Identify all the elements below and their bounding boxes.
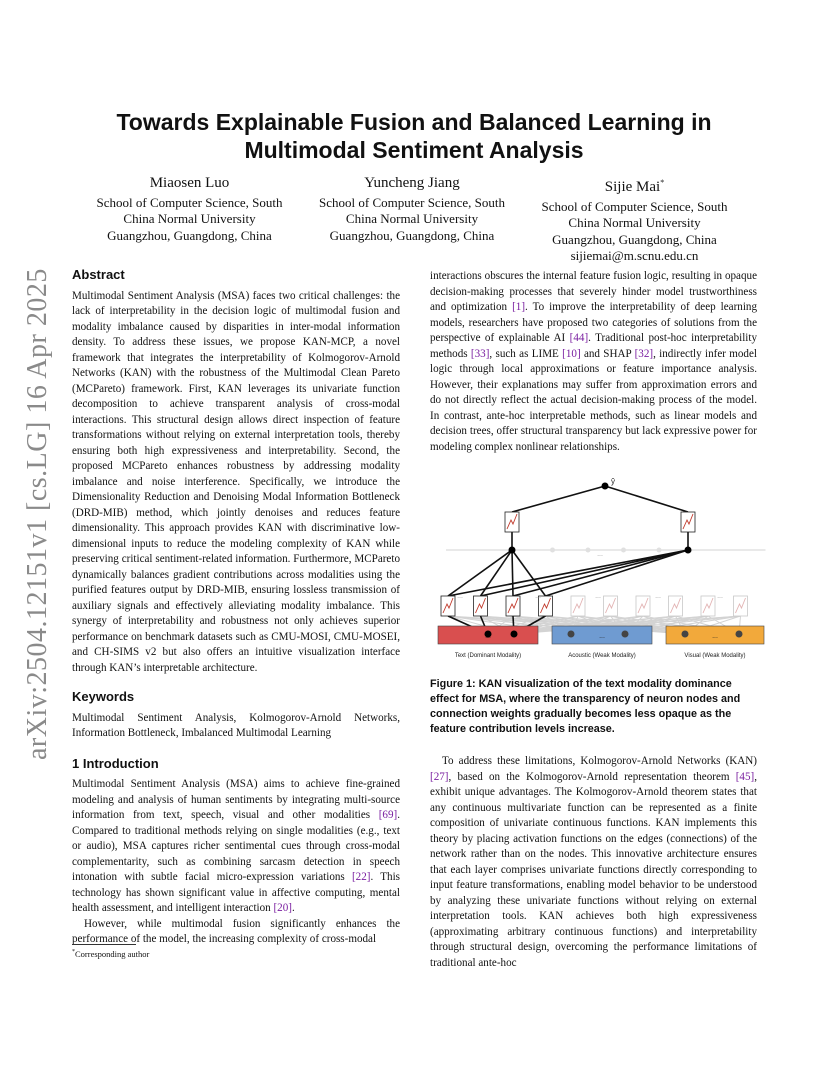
figure-1-kan-diagram (430, 478, 768, 664)
author-name: Yuncheng Jiang (364, 175, 460, 191)
ellipsis-label: ... (599, 633, 605, 640)
right-column-bottom (430, 754, 757, 971)
input-node (682, 631, 689, 638)
ellipsis-label: ... (655, 593, 661, 600)
affiliation-line: Guangzhou, Guangdong, China (107, 227, 272, 243)
modality-label: Visual (Weak Modality) (684, 653, 746, 659)
citation-link[interactable]: [10] (562, 347, 581, 360)
modality-label: Text (Dominant Modality) (454, 653, 522, 659)
ellipsis-label: ... (485, 633, 491, 640)
keywords-heading: Keywords (72, 689, 135, 704)
input-node (568, 631, 575, 638)
hidden-node (657, 548, 662, 553)
output-label: ŷ (611, 478, 615, 486)
author-2 (305, 175, 520, 265)
affiliation-line: China Normal University (345, 211, 479, 226)
dominant-edge (481, 550, 513, 596)
citation-link[interactable]: [22] (351, 871, 371, 883)
citation-link[interactable]: [32] (634, 347, 654, 360)
abstract-heading: Abstract (72, 267, 125, 282)
introduction-heading: 1 Introduction (72, 755, 159, 771)
author-email[interactable]: sijiemai@m.scnu.edu.cn (570, 248, 699, 263)
citation-link[interactable]: [27] (430, 770, 449, 783)
ellipsis-label: ... (712, 633, 718, 640)
hidden-node (586, 548, 591, 553)
affiliation-line: Guangzhou, Guangdong, China (552, 231, 717, 247)
right-column-top (430, 269, 757, 455)
dominant-edge (512, 486, 605, 512)
keywords-text: Multimodal Sentiment Analysis, Kolmogorov-Arnold Networks, Information Bottleneck, Imbalanced Multimodal Learning (72, 711, 400, 739)
affiliation-line: Guangzhou, Guangdong, China (329, 227, 495, 243)
intro-paragraph-1: Multimodal Sentiment Analysis (MSA) aims to achieve fine-grained modeling and analysis of human sentiments by integrating multi-source information from text, speech, visual and other modalities [69]. Compared to traditional methods relying on single modalities (e.g., text or audio), MSA captures richer sentimental cues through cross-modal complementarity, such as combining sarcasm detection in speech intonation with subtle facial micro-expression variations [22]. This technology has shown significant value in affective computing, mental health assessment, and intelligent interaction [20]. (72, 778, 400, 914)
ellipsis-label: ... (535, 593, 541, 600)
kan-paragraph: To address these limitations, Kolmogorov-Arnold Networks (KAN) [27], based on the Kolmogorov-Arnold representation theorem [45], exhibit unique advantages. The Kolmogorov-Arnold theorem states that any continuous multivariate function can be represented as a finite composition of univariate continuous functions. KAN implements this theory by placing activation functions on the edges (connections) of the network rather than on the nodes. This innovative architecture ensures that each layer comprises univariate functions directly corresponding to input feature transformations, enabling model behavior to be understood by analyzing these univariate functions without relying on external interpretation tools. KAN achieves both high expressiveness (approximating arbitrary continuous functions) and interpretability through structural design, overcoming the performance limitations of traditional ante-hoc (430, 755, 757, 969)
paragraph-continued: interactions obscures the internal feature fusion logic, resulting in opaque decision-making processes that severely hinder model trustworthiness and optimization [1]. To improve the interpretability of deep learning models, researchers have proposed two categories of solutions from the perspective of explainable AI [44]. Traditional post-hoc interpretability methods [33], such as LIME [10] and SHAP [32], indirectly infer model logic through local approximations or feature importance analysis. However, their explanations may suffer from approximation errors and do not directly reflect the actual decision-making process of the model. In contrast, ante-hoc interpretable methods, such as linear models and decision trees, offer structural transparency but lack expressive power for modeling complex nonlinear relationships. (430, 270, 758, 453)
footnote-divider (72, 944, 136, 945)
arxiv-identifier: arXiv:2504.12151v1 [cs.LG] 16 Apr 2025 (22, 268, 53, 760)
author-name: Miaosen Luo (149, 175, 230, 191)
paper-title: Towards Explainable Fusion and Balanced Learning in Multimodal Sentiment Analysis (116, 109, 712, 163)
affiliation-line: School of Computer Science, South (96, 194, 283, 210)
citation-link[interactable]: [1] (512, 301, 526, 313)
ellipsis-label: ... (597, 551, 603, 558)
ellipsis-label: ... (717, 593, 723, 600)
hidden-node (621, 548, 626, 553)
citation-link[interactable]: [45] (735, 770, 755, 783)
hidden-node (550, 548, 555, 553)
author-block (82, 175, 742, 265)
citation-link[interactable]: [20] (273, 902, 292, 914)
affiliation-line: School of Computer Science, South (541, 198, 728, 214)
footnote: *Corresponding author (72, 949, 150, 959)
output-node (602, 483, 609, 490)
dominant-edge (512, 550, 513, 596)
left-column (72, 267, 400, 948)
hidden-node (685, 547, 692, 554)
affiliation-line: China Normal University (123, 211, 256, 226)
ellipsis-label: ... (457, 593, 463, 600)
dominant-edge (512, 550, 546, 596)
citation-link[interactable]: [44] (569, 332, 589, 344)
citation-link[interactable]: [69] (378, 809, 398, 821)
abstract-text: Multimodal Sentiment Analysis (MSA) faces two critical challenges: the lack of interpretability in the decision logic of multimodal fusion and modality imbalance caused by disparities in inter-modal information density. To address these issues, we propose KAN-MCP, a novel framework that integrates the interpretability of Kolmogorov-Arnold Networks (KAN) with the robustness of the Multimodal Clean Pareto (MCPareto) framework. First, KAN leverages its univariate function decomposition to achieve transparent analysis of cross-modal interactions. This structural design allows direct inspection of feature transformations without relying on external interpretation tools, thereby ensuring both high expressiveness and interpretability. Second, the proposed MCPareto enhances robustness by addressing modality imbalance and noise interference. Specifically, we introduce the Dimensionality Reduction and Denoising Modal Information Bottleneck (DRD-MIB) method, which jointly denoises and reduces feature dimensionality. This approach provides KAN with discriminative low-dimensional inputs to reduce the modeling complexity of KAN while preserving critical sentiment-related information. Furthermore, MCPareto dynamically balances gradient contributions across modalities using the purified features output by DRD-MIB, ensuring lossless transmission of auxiliary signals and effectively alleviating modality imbalance. This synergy of interpretability and robustness not only achieves superior performance on benchmark datasets such as CMU-MOSI, CMU-MOSEI, and CH-SIMS v2 but also offers an intuitive visualization interface through KAN’s interpretable architecture. (72, 289, 400, 674)
author-3 (527, 175, 742, 265)
author-1 (82, 175, 297, 265)
modality-label: Acoustic (Weak Modality) (568, 653, 636, 659)
dominant-edge (605, 486, 688, 512)
input-node (736, 631, 743, 638)
author-name: Sijie Mai* (604, 178, 665, 195)
affiliation-line: China Normal University (568, 215, 701, 230)
input-node (511, 631, 518, 638)
citation-link[interactable]: [33] (470, 347, 490, 360)
intro-paragraph-2: However, while multimodal fusion significantly enhances the performance of the model, the increasing complexity of cross-modal (72, 917, 400, 945)
affiliation-line: School of Computer Science, South (319, 194, 505, 210)
kan-network-svg (430, 478, 768, 664)
ellipsis-label: ... (595, 593, 601, 600)
figure-caption: Figure 1: KAN visualization of the text modality dominance effect for MSA, where the transparency of neuron nodes and connection weights gradually becomes less opaque as the feature contribution levels increase. (430, 678, 741, 735)
hidden-node (509, 547, 516, 554)
corresponding-mark: * (660, 178, 665, 187)
input-node (622, 631, 629, 638)
